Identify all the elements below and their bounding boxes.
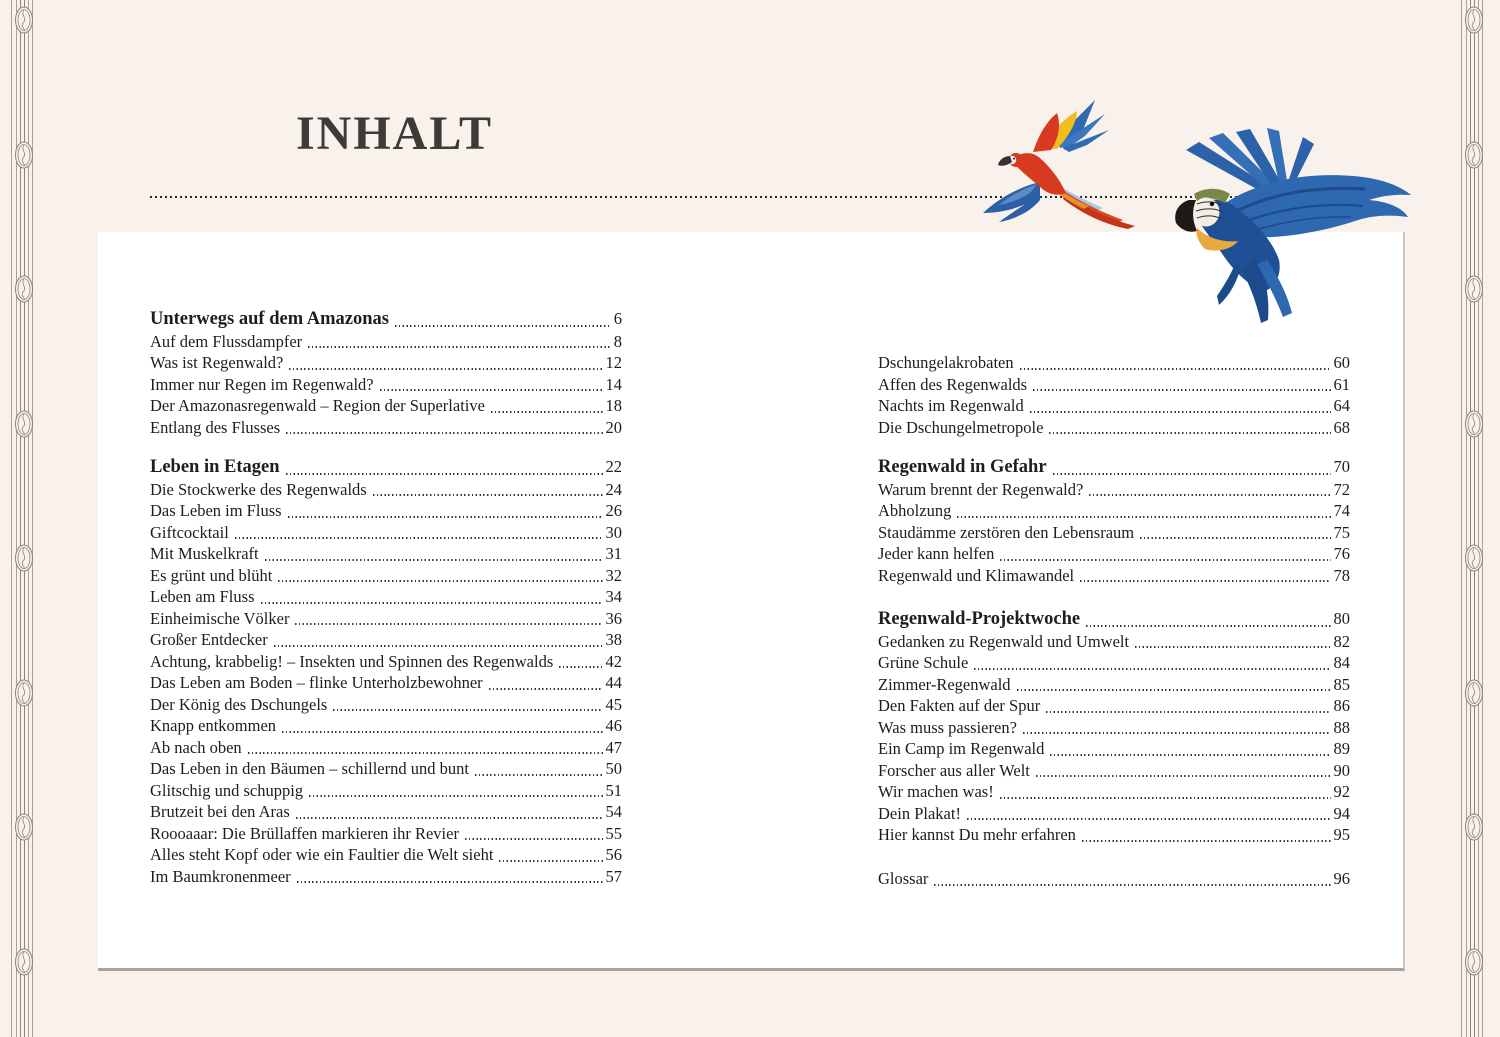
toc-entry (878, 868, 1350, 890)
toc-entry (150, 758, 622, 780)
dot-leader (1080, 580, 1330, 582)
toc-entry (878, 352, 1350, 374)
toc-entry-page: 26 (605, 501, 622, 520)
toc-entry (150, 586, 622, 608)
toc-entry-page: 51 (605, 780, 622, 800)
toc-entry (150, 522, 622, 544)
toc-entry-page: 64 (1333, 396, 1350, 415)
toc-entry-label: Affen des Regenwalds (878, 374, 1028, 394)
toc-entry-label: Die Dschungelmetropole (878, 417, 1044, 437)
dot-leader (1030, 411, 1331, 413)
toc-entry-page: 94 (1333, 803, 1350, 823)
toc-entry-label: Der König des Dschungels (150, 694, 328, 714)
toc-entry-label: Das Leben am Boden – flinke Unterholzbewohner (150, 673, 483, 692)
toc-entry (878, 781, 1350, 803)
toc-entry-page: 14 (605, 374, 622, 394)
toc-entry-label: Staudämme zerstören den Lebensraum (878, 522, 1135, 542)
toc-entry-label: Der Amazonasregenwald – Region der Superlative (150, 396, 485, 415)
dot-leader (308, 346, 611, 348)
toc-entry-page: 80 (1333, 609, 1350, 628)
toc-entry (878, 395, 1350, 417)
knot-ornament-icon (1464, 274, 1484, 304)
toc-entry-page: 8 (613, 331, 622, 351)
dot-leader (475, 774, 603, 776)
toc-entry (878, 500, 1350, 522)
toc-entry-label: Ab nach oben (150, 737, 242, 757)
toc-section (150, 456, 622, 887)
dot-leader (309, 795, 602, 797)
toc-entry-page: 75 (1333, 522, 1350, 542)
toc-entry-page: 76 (1333, 544, 1350, 563)
toc-entry (878, 522, 1350, 544)
toc-entry-page: 55 (605, 823, 622, 843)
toc-entry (878, 695, 1350, 717)
dot-leader (491, 411, 603, 413)
knot-ornament-icon (1464, 409, 1484, 439)
toc-entry (878, 717, 1350, 739)
toc-entry-page: 86 (1333, 696, 1350, 715)
toc-entry-label: Regenwald in Gefahr (878, 457, 1047, 477)
dot-leader (1135, 646, 1330, 648)
toc-entry (150, 374, 622, 396)
left-border-ornament-strip (11, 0, 37, 1037)
dot-leader (261, 602, 603, 604)
toc-entry-label: Giftcocktail (150, 522, 229, 542)
toc-entry (150, 352, 622, 374)
toc-entry-page: 34 (605, 587, 622, 606)
toc-entry-label: Leben in Etagen (150, 457, 280, 477)
toc-entry-label: Was muss passieren? (878, 717, 1017, 737)
toc-entry-label: Achtung, krabbelig! – Insekten und Spinnen des Regenwalds (150, 651, 554, 671)
dot-leader (974, 668, 1330, 670)
toc-entry-label: Unterwegs auf dem Amazonas (150, 309, 389, 329)
dot-leader (295, 623, 602, 625)
toc-section-header (150, 456, 622, 479)
dot-leader (380, 389, 603, 391)
scarlet-macaw-illustration (983, 100, 1135, 229)
dot-leader (278, 580, 602, 582)
dot-leader (1089, 494, 1330, 496)
toc-section (878, 352, 1350, 438)
toc-entry-page: 88 (1333, 717, 1350, 737)
dot-leader (248, 752, 603, 754)
toc-entry (150, 565, 622, 587)
toc-entry-label: Es grünt und blüht (150, 565, 273, 585)
dot-leader (274, 645, 603, 647)
toc-entry-page: 42 (605, 651, 622, 671)
toc-entry (150, 608, 622, 630)
dot-leader (1049, 432, 1330, 434)
toc-entry-page: 78 (1333, 565, 1350, 585)
toc-entry-page: 22 (605, 457, 622, 476)
toc-entry-label: Dein Plakat! (878, 803, 961, 823)
toc-entry-page: 56 (605, 845, 622, 864)
toc-entry-label: Den Fakten auf der Spur (878, 696, 1041, 715)
dot-leader (559, 666, 602, 668)
dot-leader (934, 884, 1330, 886)
dot-leader (1140, 537, 1330, 539)
toc-section-header (878, 608, 1350, 631)
toc-entry (150, 780, 622, 802)
toc-entry (150, 479, 622, 501)
knot-ornament-icon (14, 274, 34, 304)
knot-ornament-icon (14, 409, 34, 439)
toc-entry-page: 20 (605, 417, 622, 437)
toc-entry-label: Wir machen was! (878, 782, 994, 801)
dot-leader (1033, 389, 1330, 391)
toc-entry-label: Im Baumkronenmeer (150, 866, 291, 886)
toc-section-header (150, 308, 622, 331)
toc-entry (878, 631, 1350, 653)
toc-entry-label: Regenwald-Projektwoche (878, 609, 1081, 629)
toc-entry-page: 84 (1333, 653, 1350, 672)
knot-ornament-icon (1464, 678, 1484, 708)
dot-leader (289, 368, 602, 370)
toc-entry-label: Roooaaar: Die Brüllaffen markieren ihr Revier (150, 823, 459, 843)
toc-entry-page: 31 (605, 544, 622, 563)
toc-entry-page: 50 (605, 759, 622, 778)
knot-ornament-icon (14, 947, 34, 977)
toc-entry (878, 803, 1350, 825)
dot-leader (1023, 732, 1331, 734)
dot-leader (265, 559, 603, 561)
dot-leader (1036, 775, 1331, 777)
dot-leader (235, 537, 603, 539)
toc-entry-label: Jeder kann helfen (878, 544, 995, 563)
dot-leader (499, 860, 602, 862)
toc-section (878, 608, 1350, 846)
toc-entry (150, 543, 622, 565)
dot-leader (1000, 797, 1331, 799)
toc-entry-page: 82 (1333, 631, 1350, 651)
dot-leader (1050, 754, 1330, 756)
blue-gold-macaw-illustration (1175, 128, 1411, 323)
toc-entry-page: 74 (1333, 501, 1350, 520)
toc-entry-page: 90 (1333, 760, 1350, 780)
dot-leader (373, 494, 603, 496)
dot-leader (288, 516, 603, 518)
toc-entry-label: Grüne Schule (878, 653, 969, 672)
toc-entry-label: Knapp entkommen (150, 716, 277, 735)
toc-entry (150, 629, 622, 651)
toc-entry (150, 395, 622, 417)
toc-entry-page: 6 (613, 309, 622, 328)
dot-leader (1017, 689, 1331, 691)
knot-ornament-icon (1464, 140, 1484, 170)
toc-entry (878, 652, 1350, 674)
toc-entry-label: Abholzung (878, 501, 952, 520)
knot-ornament-icon (14, 812, 34, 842)
toc-entry (150, 331, 622, 353)
knot-ornament-icon (14, 678, 34, 708)
toc-entry-page: 57 (605, 866, 622, 886)
dot-leader (1046, 711, 1330, 713)
dot-leader (395, 325, 611, 327)
toc-entry-label: Dschungelakrobaten (878, 353, 1014, 372)
knot-ornament-icon (1464, 5, 1484, 35)
toc-entry-label: Was ist Regenwald? (150, 353, 284, 372)
dot-leader (489, 688, 603, 690)
dot-leader (282, 731, 602, 733)
toc-entry (150, 672, 622, 694)
toc-entry-page: 18 (605, 396, 622, 415)
toc-entry-page: 70 (1333, 457, 1350, 476)
toc-section-header (878, 456, 1350, 479)
toc-entry-label: Zimmer-Regenwald (878, 674, 1011, 694)
dot-leader (967, 818, 1331, 820)
toc-entry-page: 72 (1333, 479, 1350, 499)
toc-entry-label: Einheimische Völker (150, 608, 290, 628)
toc-entry-page: 12 (605, 353, 622, 372)
toc-entry-label: Warum brennt der Regenwald? (878, 479, 1084, 499)
dot-leader (296, 817, 603, 819)
dot-leader (1020, 368, 1331, 370)
toc-entry (150, 801, 622, 823)
dot-leader (1086, 625, 1330, 627)
toc-entry (878, 674, 1350, 696)
parrots-illustration (973, 90, 1418, 335)
toc-entry (878, 760, 1350, 782)
toc-entry (878, 417, 1350, 439)
toc-entry-page: 36 (605, 608, 622, 628)
toc-entry-page: 89 (1333, 739, 1350, 758)
toc-entry-label: Mit Muskelkraft (150, 544, 259, 563)
knot-ornament-icon (14, 5, 34, 35)
toc-entry (878, 374, 1350, 396)
toc-entry (150, 417, 622, 439)
toc-entry (150, 823, 622, 845)
toc-entry-label: Auf dem Flussdampfer (150, 331, 303, 351)
toc-entry-label: Leben am Fluss (150, 587, 255, 606)
toc-entry (150, 500, 622, 522)
knot-ornament-icon (1464, 543, 1484, 573)
toc-entry-label: Nachts im Regenwald (878, 396, 1024, 415)
toc-entry (150, 715, 622, 737)
toc-entry-page: 32 (605, 565, 622, 585)
toc-entry-label: Das Leben in den Bäumen – schillernd und bunt (150, 759, 469, 778)
toc-entry-label: Regenwald und Klimawandel (878, 565, 1075, 585)
toc-entry-label: Hier kannst Du mehr erfahren (878, 825, 1076, 844)
toc-entry-page: 44 (605, 673, 622, 692)
toc-entry-label: Großer Entdecker (150, 630, 268, 649)
toc-entry-page: 45 (605, 694, 622, 714)
toc-entry (150, 651, 622, 673)
toc-entry-page: 30 (605, 522, 622, 542)
toc-entry (150, 866, 622, 888)
toc-entry-label: Glossar (878, 869, 929, 888)
toc-entry-label: Entlang des Flusses (150, 417, 281, 437)
knot-ornament-icon (14, 140, 34, 170)
toc-entry-label: Ein Camp im Regenwald (878, 739, 1045, 758)
dot-leader (333, 709, 602, 711)
toc-entry-label: Die Stockwerke des Regenwalds (150, 479, 367, 499)
dot-leader (957, 516, 1330, 518)
toc-entry-label: Glitschig und schuppig (150, 780, 304, 800)
toc-section (150, 308, 622, 438)
toc-entry-page: 60 (1333, 353, 1350, 372)
toc-entry (878, 565, 1350, 587)
toc-entry (150, 844, 622, 866)
toc-entry-page: 61 (1333, 374, 1350, 394)
toc-entry-page: 85 (1333, 674, 1350, 694)
toc-entry (150, 694, 622, 716)
toc-entry-page: 95 (1333, 825, 1350, 844)
dot-leader (465, 838, 603, 840)
toc-entry-page: 46 (605, 716, 622, 735)
toc-entry (150, 737, 622, 759)
knot-ornament-icon (1464, 947, 1484, 977)
toc-entry (878, 824, 1350, 846)
dot-leader (1053, 473, 1331, 475)
toc-entry-page: 24 (605, 479, 622, 499)
knot-ornament-icon (14, 543, 34, 573)
toc-entry-page: 54 (605, 802, 622, 821)
toc-section (878, 868, 1350, 890)
toc-entry-label: Immer nur Regen im Regenwald? (150, 374, 374, 394)
toc-entry-page: 68 (1333, 417, 1350, 437)
toc-entry-page: 92 (1333, 782, 1350, 801)
toc-entry-label: Gedanken zu Regenwald und Umwelt (878, 631, 1130, 651)
right-border-ornament-strip (1461, 0, 1487, 1037)
toc-entry-label: Alles steht Kopf oder wie ein Faultier die Welt sieht (150, 845, 494, 864)
dot-leader (286, 432, 602, 434)
toc-entry-label: Brutzeit bei den Aras (150, 802, 290, 821)
toc-entry (878, 479, 1350, 501)
toc-entry-page: 47 (605, 737, 622, 757)
knot-ornament-icon (1464, 812, 1484, 842)
dot-leader (286, 473, 603, 475)
toc-entry-label: Forscher aus aller Welt (878, 760, 1030, 780)
toc-entry (878, 738, 1350, 760)
toc-entry-label: Das Leben im Fluss (150, 501, 282, 520)
dot-leader (1000, 559, 1330, 561)
toc-entry-page: 38 (605, 630, 622, 649)
toc-section (878, 456, 1350, 586)
toc-entry-page: 96 (1333, 869, 1350, 888)
dot-leader (1082, 840, 1331, 842)
dot-leader (297, 881, 603, 883)
toc-entry (878, 543, 1350, 565)
page-title: INHALT (296, 107, 493, 160)
